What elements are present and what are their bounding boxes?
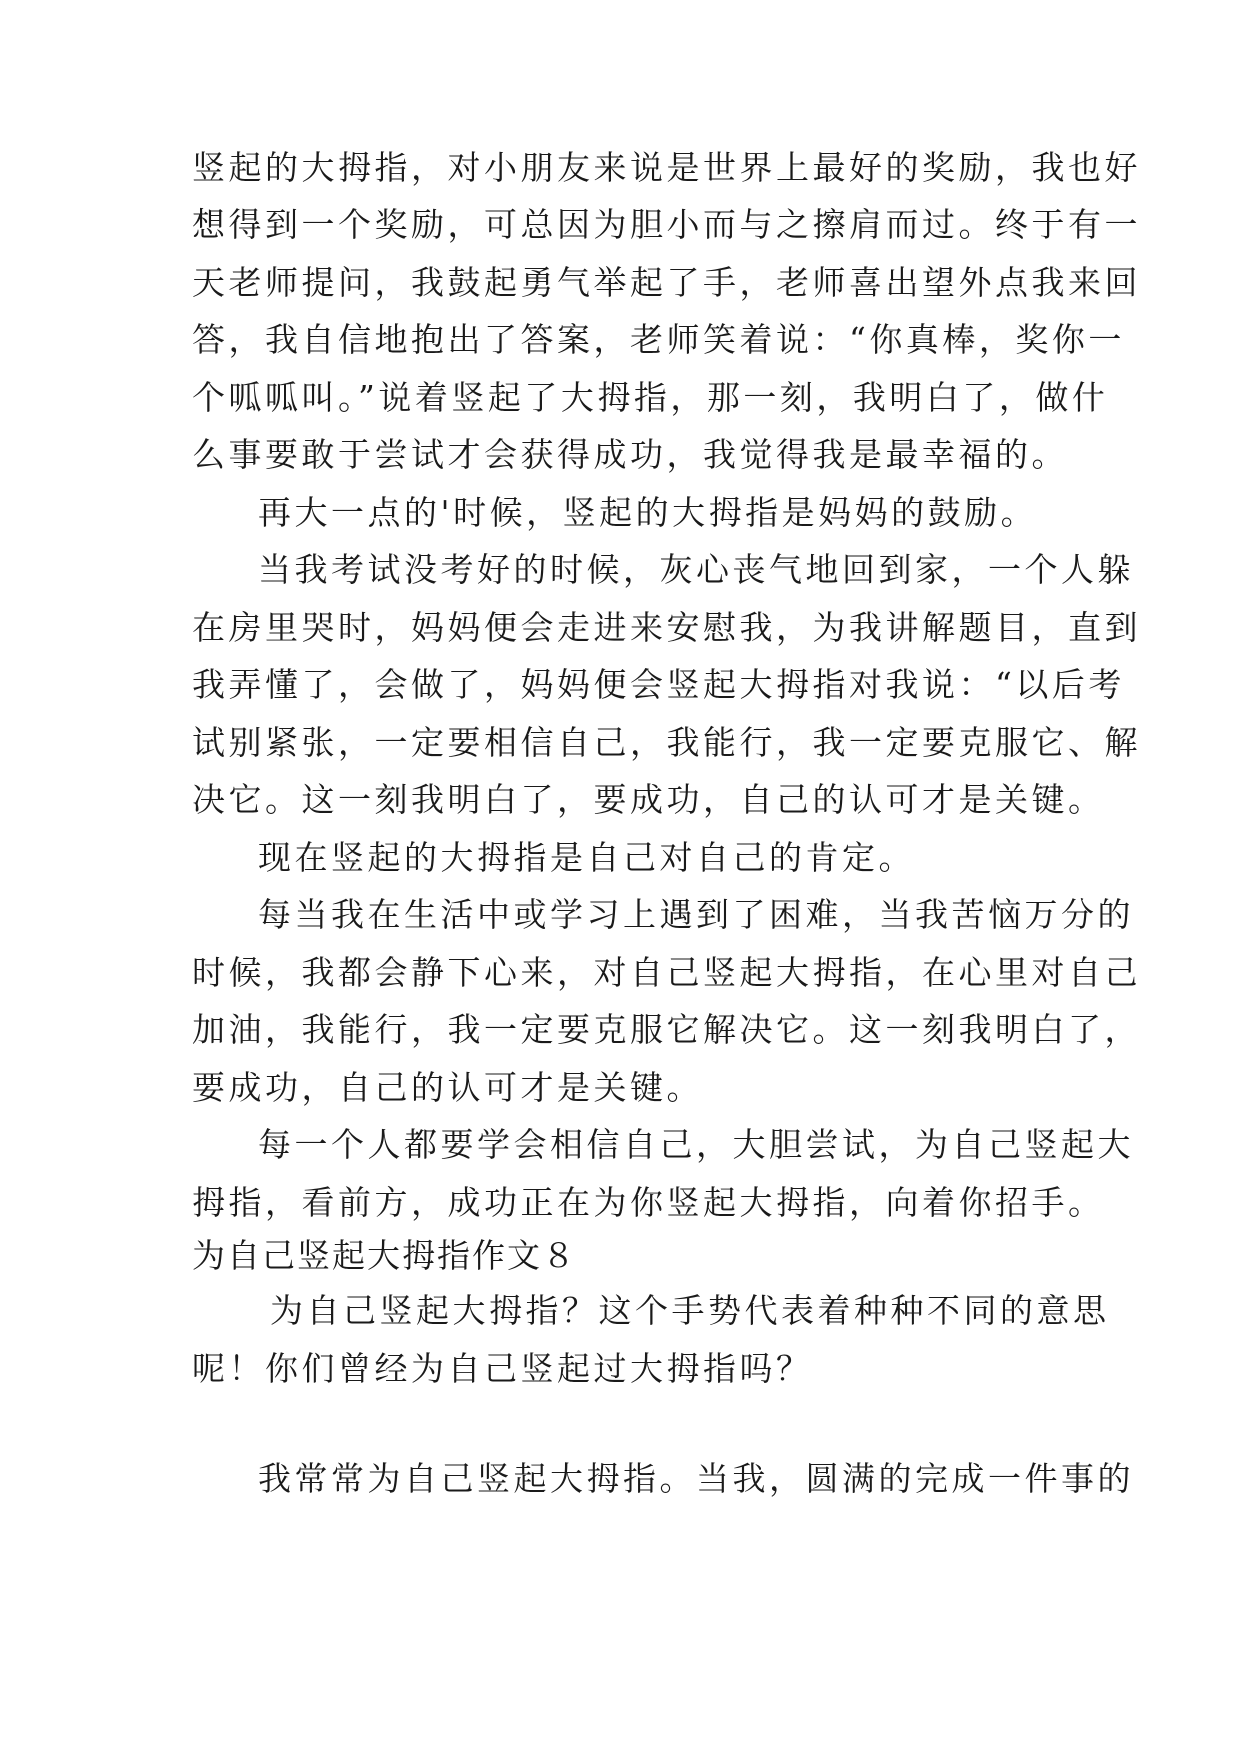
body-text-line: 想得到一个奖励，可总因为胆小而与之擦肩而过。终于有一 [192, 205, 1141, 244]
paragraph-start-line: 现在竖起的大拇指是自己对自己的肯定。 [258, 838, 915, 877]
body-text-line: 决它。这一刻我明白了，要成功，自己的认可才是关键。 [192, 780, 1105, 819]
paragraph-start-line: 为自己竖起大拇指？这个手势代表着种种不同的意思 [270, 1291, 1110, 1330]
body-text-line: 呢！你们曾经为自己竖起过大拇指吗？ [192, 1349, 813, 1388]
body-text-line: 我弄懂了，会做了，妈妈便会竖起大拇指对我说：“以后考 [192, 665, 1125, 704]
paragraph-start-line: 每当我在生活中或学习上遇到了困难，当我苦恼万分的 [258, 895, 1134, 934]
body-text-line: 时候，我都会静下心来，对自己竖起大拇指，在心里对自己 [192, 953, 1141, 992]
body-text-line: 个呱呱叫。”说着竖起了大拇指，那一刻，我明白了，做什 [192, 378, 1109, 417]
body-text-line: 竖起的大拇指，对小朋友来说是世界上最好的奖励，我也好 [192, 148, 1141, 187]
body-text-line: 么事要敢于尝试才会获得成功，我觉得我是最幸福的。 [192, 435, 1068, 474]
paragraph-start-line: 我常常为自己竖起大拇指。当我，圆满的完成一件事的 [258, 1459, 1134, 1498]
paragraph-start-line: 每一个人都要学会相信自己，大胆尝试，为自己竖起大 [258, 1125, 1134, 1164]
body-text-line: 试别紧张，一定要相信自己，我能行，我一定要克服它、解 [192, 723, 1141, 762]
body-text-line: 加油，我能行，我一定要克服它解决它。这一刻我明白了， [192, 1010, 1141, 1049]
paragraph-start-line: 再大一点的'时候，竖起的大拇指是妈妈的鼓励。 [258, 493, 1038, 532]
body-text-line: 拇指，看前方，成功正在为你竖起大拇指，向着你招手。 [192, 1183, 1105, 1222]
section-heading: 为自己竖起大拇指作文８ [192, 1236, 577, 1275]
body-text-line: 天老师提问，我鼓起勇气举起了手，老师喜出望外点我来回 [192, 263, 1141, 302]
body-text-line: 要成功，自己的认可才是关键。 [192, 1068, 703, 1107]
body-text-line: 答，我自信地抱出了答案，老师笑着说：“你真棒，奖你一 [192, 320, 1125, 359]
body-text-line: 在房里哭时，妈妈便会走进来安慰我，为我讲解题目，直到 [192, 608, 1141, 647]
paragraph-start-line: 当我考试没考好的时候，灰心丧气地回到家，一个人躲 [258, 550, 1134, 589]
